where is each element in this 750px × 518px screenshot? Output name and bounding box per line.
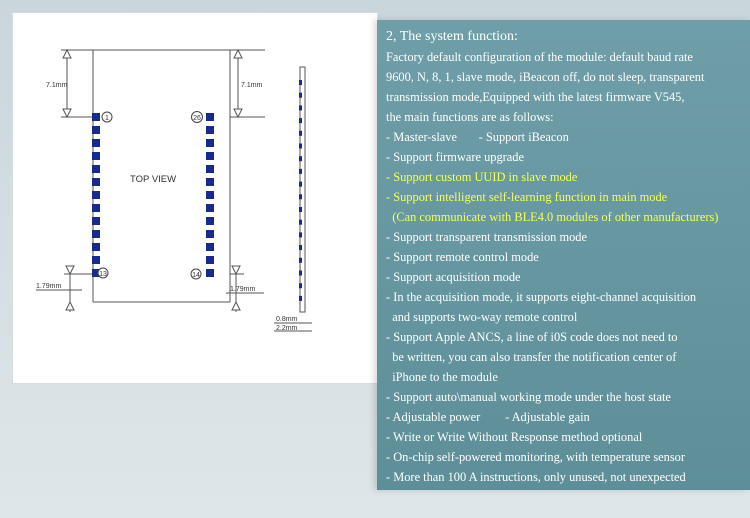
pad-side	[299, 156, 302, 161]
spec-line: transmission mode,Equipped with the latest firmware V545,	[386, 90, 685, 104]
spec-line: the main functions are as follows:	[386, 110, 554, 124]
arrow-bottom-right-b	[232, 302, 240, 310]
pad-side	[299, 232, 302, 237]
pin-14-label: 14	[192, 272, 200, 279]
spec-line: - Support remote control mode	[386, 250, 539, 264]
module-drawing	[12, 12, 378, 384]
spec-line: - Master-slave - Support iBeacon	[386, 130, 569, 144]
arrow-top-right-up	[234, 50, 242, 58]
dim-bottom-right-label: 1.79mm	[230, 286, 256, 293]
dim-top-left-label: 7.1mm	[46, 82, 68, 89]
top-view-label: TOP VIEW	[130, 174, 177, 185]
pad-side	[299, 207, 302, 212]
dim-side-thickness-label: 0.8mm	[276, 316, 298, 323]
spec-line: - Support firmware upgrade	[386, 150, 524, 164]
arrow-bottom-right-a	[232, 266, 240, 274]
pad-left	[92, 126, 100, 134]
arrow-top-left-down	[63, 109, 71, 117]
pad-right	[206, 256, 214, 264]
pad-side	[299, 93, 302, 98]
spec-line: (Can communicate with BLE4.0 modules of other manufacturers)	[386, 210, 719, 224]
pad-right	[206, 191, 214, 199]
pad-right	[206, 152, 214, 160]
pad-left	[92, 230, 100, 238]
spec-line: - Support intelligent self-learning function in main mode	[386, 190, 668, 204]
pad-side	[299, 80, 302, 85]
arrow-bottom-left-a	[66, 266, 74, 274]
pad-left	[92, 113, 100, 121]
module-outline-svg	[12, 12, 378, 384]
spec-line: - Support transparent transmission mode	[386, 230, 587, 244]
pad-left	[92, 178, 100, 186]
spec-title: 2, The system function:	[386, 29, 518, 44]
pad-right	[206, 243, 214, 251]
spec-line: 9600, N, 8, 1, slave mode, iBeacon off, do not sleep, transparent	[386, 70, 705, 84]
spec-line: - In the acquisition mode, it supports eight-channel acquisition	[386, 290, 697, 304]
pad-left	[92, 152, 100, 160]
pad-left	[92, 139, 100, 147]
arrow-top-right-down	[234, 109, 242, 117]
pad-right	[206, 230, 214, 238]
pad-side	[299, 118, 302, 123]
pad-left	[92, 204, 100, 212]
spec-line: - Support Apple ANCS, a line of i0S code does not need to	[386, 330, 678, 344]
pad-side	[299, 182, 302, 187]
spec-line: - On-chip self-powered monitoring, with temperature sensor	[386, 450, 686, 464]
pad-column-right	[206, 113, 214, 277]
pad-left	[92, 217, 100, 225]
pad-side	[299, 169, 302, 174]
pin-13-label: 13	[99, 271, 107, 278]
pad-side	[299, 144, 302, 149]
pin-26-label: 26	[193, 115, 201, 122]
dim-side-total-label: 2.2mm	[276, 325, 298, 332]
pad-side	[299, 296, 302, 301]
system-function-panel	[377, 20, 750, 490]
pad-left	[92, 165, 100, 173]
dim-bottom-left-label: 1.79mm	[36, 283, 62, 290]
pad-left	[92, 256, 100, 264]
spec-line: - More than 100 A instructions, only unused, not unexpected	[386, 470, 686, 484]
pad-right	[206, 139, 214, 147]
pad-side	[299, 271, 302, 276]
pad-left	[92, 191, 100, 199]
spec-line: Factory default configuration of the module: default baud rate	[386, 50, 693, 64]
pad-right	[206, 269, 214, 277]
pin-1-label: 1	[105, 115, 109, 122]
pad-side	[299, 283, 302, 288]
spec-line: be written, you can also transfer the notification center of	[386, 350, 677, 364]
spec-line: - Support custom UUID in slave mode	[386, 170, 578, 184]
spec-line: - Adjustable power - Adjustable gain	[386, 410, 590, 424]
pad-left	[92, 243, 100, 251]
spec-line: iPhone to the module	[386, 370, 498, 384]
pad-side	[299, 245, 302, 250]
spec-line: - Support acquisition mode	[386, 270, 521, 284]
pad-right	[206, 178, 214, 186]
pad-side	[299, 105, 302, 110]
pad-right	[206, 165, 214, 173]
pad-side	[299, 194, 302, 199]
pad-side	[299, 131, 302, 136]
spec-line: - Support auto\manual working mode under the host state	[386, 390, 671, 404]
pad-side	[299, 258, 302, 263]
spec-line: - Write or Write Without Response method optional	[386, 430, 643, 444]
dim-top-right-label: 7.1mm	[241, 82, 263, 89]
arrow-top-left-up	[63, 50, 71, 58]
pad-side	[299, 220, 302, 225]
pad-right	[206, 113, 214, 121]
pad-right	[206, 217, 214, 225]
pad-right	[206, 204, 214, 212]
spec-line: and supports two-way remote control	[386, 310, 578, 324]
pad-right	[206, 126, 214, 134]
arrow-bottom-left-b	[66, 302, 74, 310]
